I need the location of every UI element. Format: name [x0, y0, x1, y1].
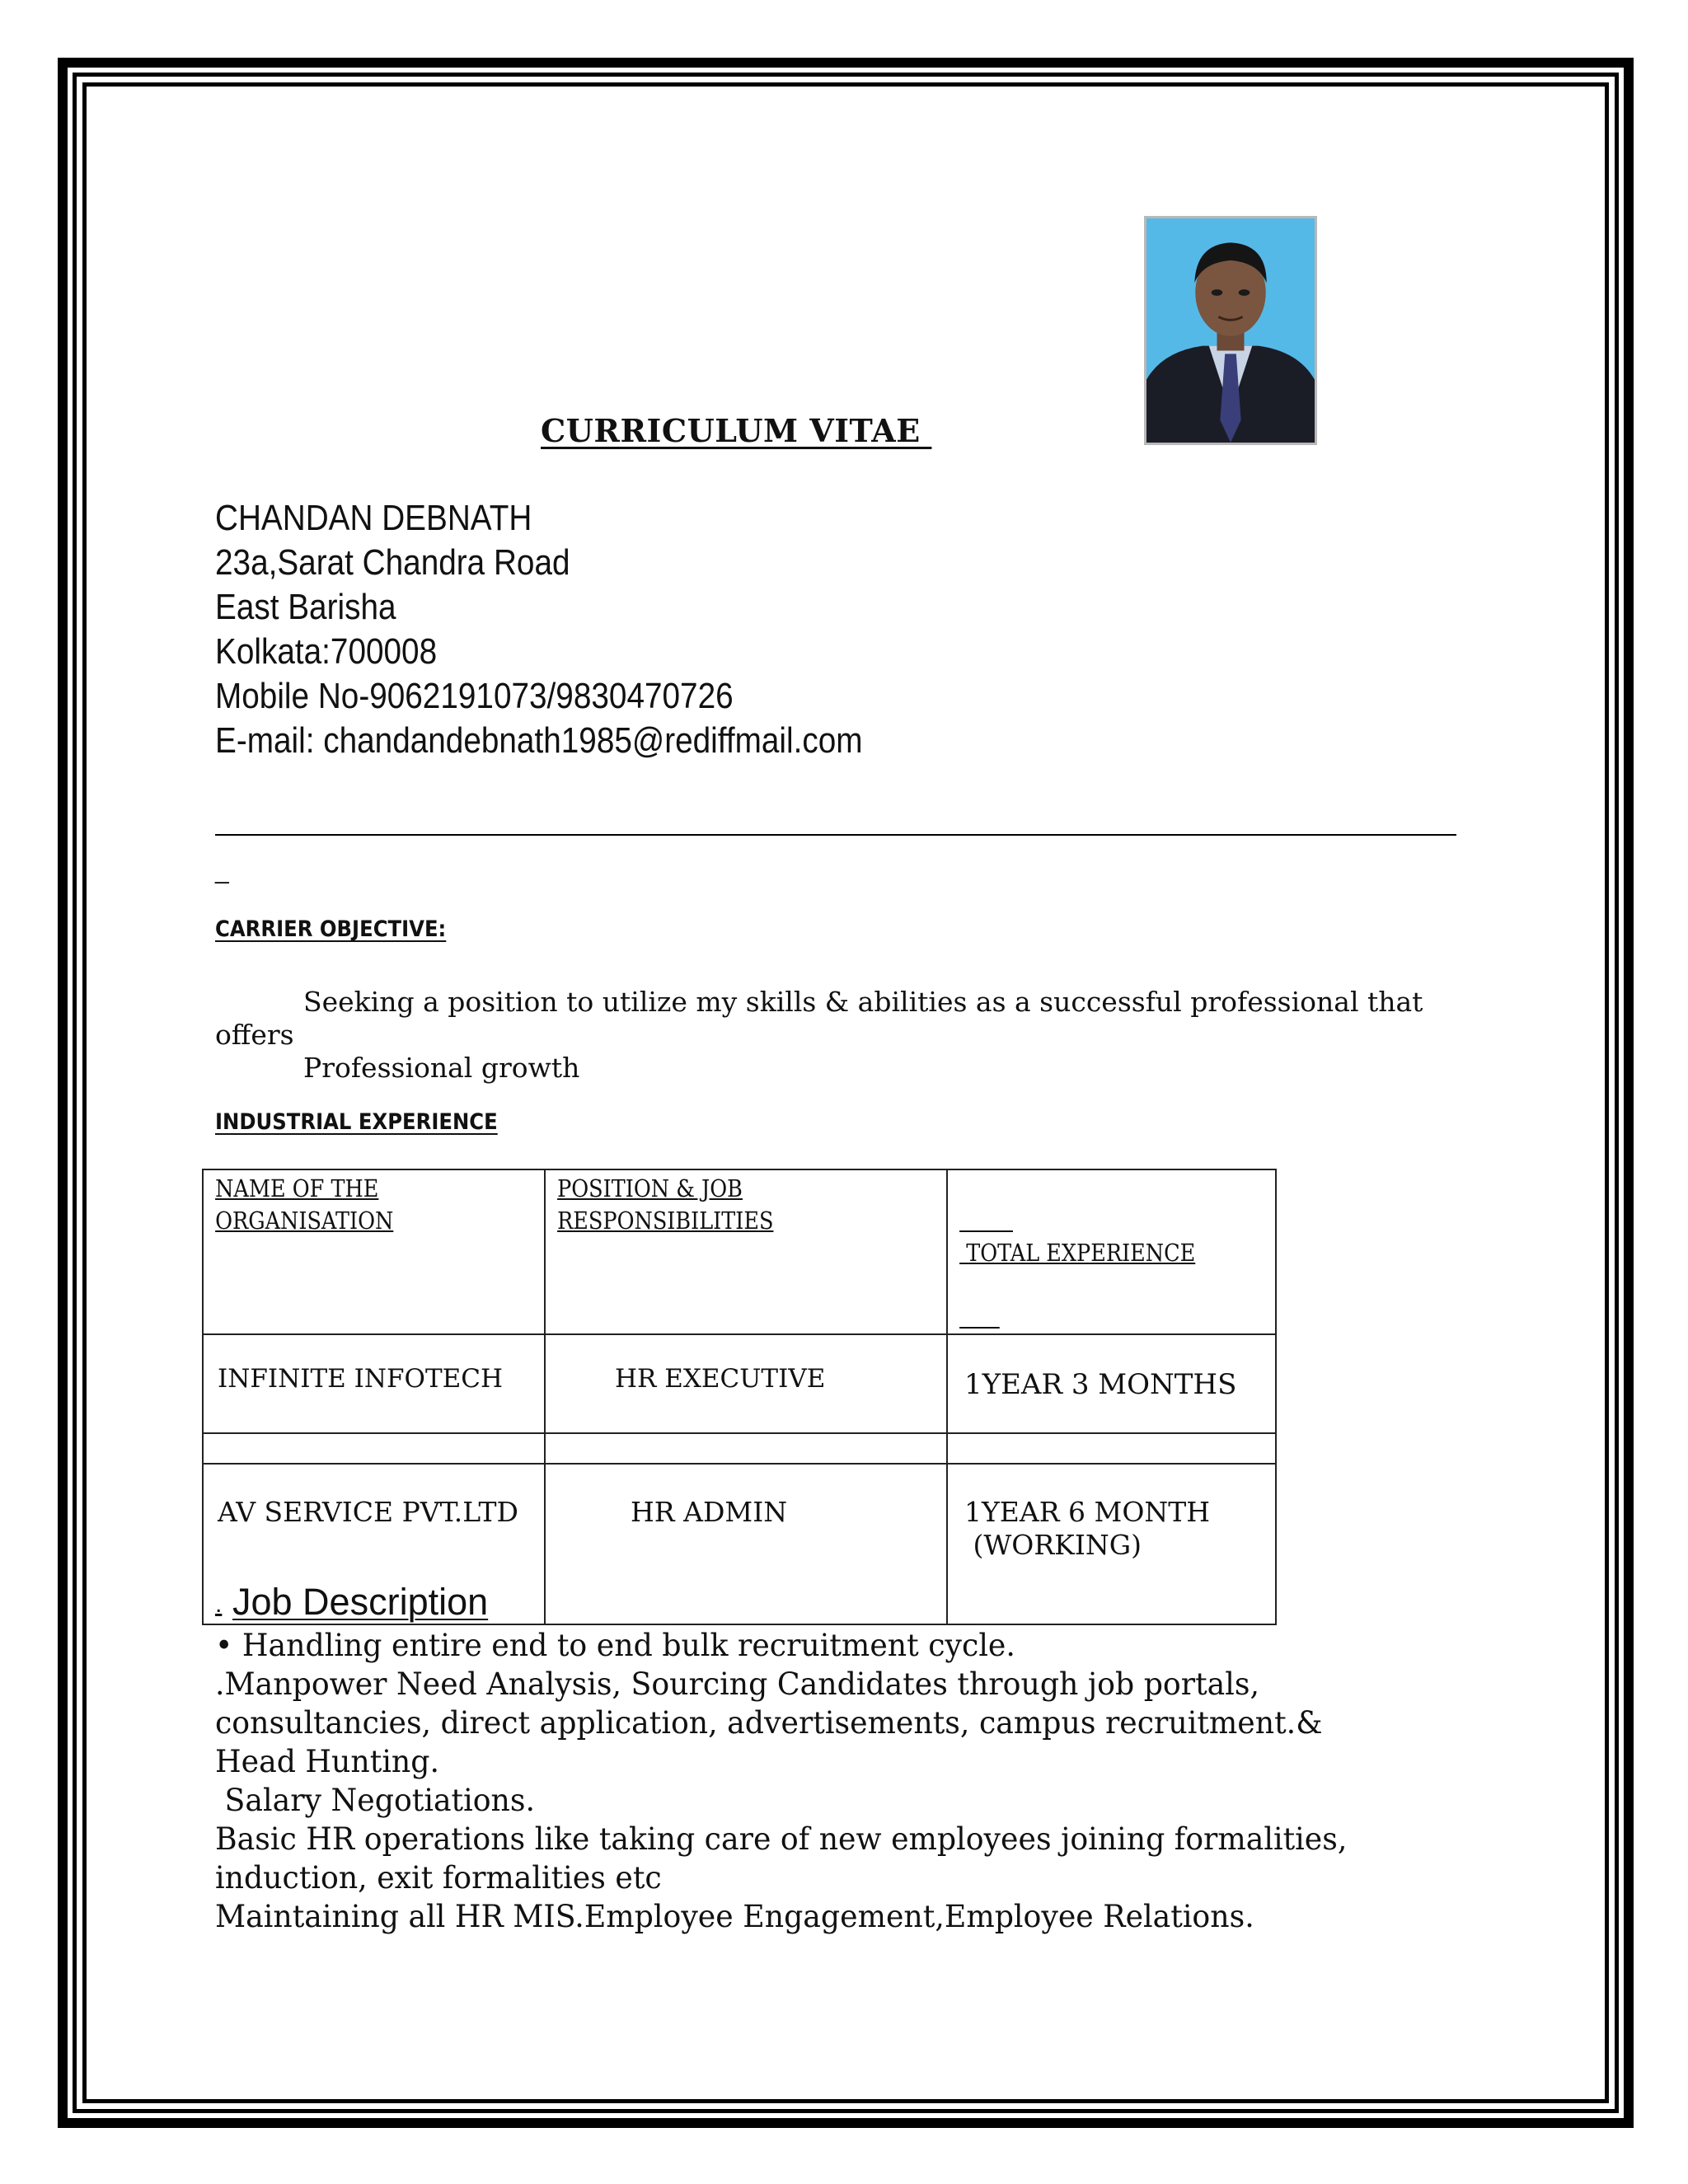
header-cell-experience: [947, 1169, 1276, 1334]
experience-table: [202, 1169, 1277, 1625]
objective-line-1: Seeking a position to utilize my skills & abilities as a successful professional that: [303, 986, 1423, 1018]
header-position-line-1: POSITION & JOB: [557, 1174, 743, 1202]
header-organisation-line-1: NAME OF THE: [215, 1174, 379, 1202]
organisation-value: INFINITE INFOTECH: [218, 1364, 504, 1394]
job-description-line: • Handling entire end to end bulk recruitment cycle.: [215, 1628, 1015, 1663]
table-cell: [203, 1433, 545, 1464]
position-value: HR ADMIN: [631, 1496, 788, 1528]
table-row: [203, 1433, 1276, 1464]
table-cell: [545, 1334, 947, 1433]
job-description-line: consultancies, direct application, advertisements, campus recruitment.&: [215, 1705, 1323, 1741]
objective-line-2: offers: [215, 1019, 294, 1051]
objective-heading: CARRIER OBJECTIVE:: [215, 916, 447, 942]
experience-value: 1YEAR 3 MONTHS: [964, 1368, 1237, 1401]
table-cell: [947, 1464, 1276, 1624]
table-cell: [545, 1433, 947, 1464]
table-cell: [203, 1334, 545, 1433]
job-description-line: Head Hunting.: [215, 1744, 440, 1779]
job-description-line: Maintaining all HR MIS.Employee Engagement,Employee Relations.: [215, 1899, 1254, 1934]
header-cell-position: [545, 1169, 947, 1334]
candidate-name: CHANDAN DEBNATH: [215, 498, 532, 538]
profile-photo: [1144, 216, 1317, 445]
job-description-line: Basic HR operations like taking care of new employees joining formalities,: [215, 1821, 1348, 1857]
experience-heading: INDUSTRIAL EXPERIENCE: [215, 1109, 498, 1135]
portrait-image: [1146, 218, 1315, 443]
horizontal-divider: [215, 834, 1456, 836]
job-description-line: Salary Negotiations.: [215, 1783, 536, 1818]
job-description-marker: .: [215, 1591, 223, 1618]
organisation-value: AV SERVICE PVT.LTD: [218, 1496, 518, 1528]
document-title: CURRICULUM VITAE: [541, 412, 932, 449]
job-description-line: induction, exit formalities etc: [215, 1860, 662, 1896]
header-experience-line-1: TOTAL EXPERIENCE: [959, 1239, 1196, 1267]
table-row: [203, 1334, 1276, 1433]
header-organisation-line-2: ORGANISATION: [215, 1207, 394, 1235]
experience-status: (WORKING): [964, 1529, 1142, 1561]
header-cell-organisation: [203, 1169, 545, 1334]
email-address: E-mail: chandandebnath1985@rediffmail.com: [215, 720, 863, 761]
address-line-1: 23a,Sarat Chandra Road: [215, 542, 570, 583]
table-cell: [947, 1334, 1276, 1433]
divider-mark: _: [215, 857, 229, 884]
city-pincode: Kolkata:700008: [215, 631, 438, 672]
objective-line-3: Professional growth: [303, 1052, 580, 1084]
experience-value: 1YEAR 6 MONTH: [964, 1496, 1211, 1528]
address-line-2: East Barisha: [215, 587, 396, 627]
mobile-number: Mobile No-9062191073/9830470726: [215, 676, 734, 716]
position-value: HR EXECUTIVE: [615, 1364, 826, 1394]
job-description-heading: Job Description: [232, 1581, 489, 1623]
table-header-row: [203, 1169, 1276, 1334]
table-cell: [545, 1464, 947, 1624]
table-cell: [947, 1433, 1276, 1464]
header-position-line-2: RESPONSIBILITIES: [557, 1207, 774, 1235]
job-description-line: .Manpower Need Analysis, Sourcing Candidates through job portals,: [215, 1666, 1260, 1702]
